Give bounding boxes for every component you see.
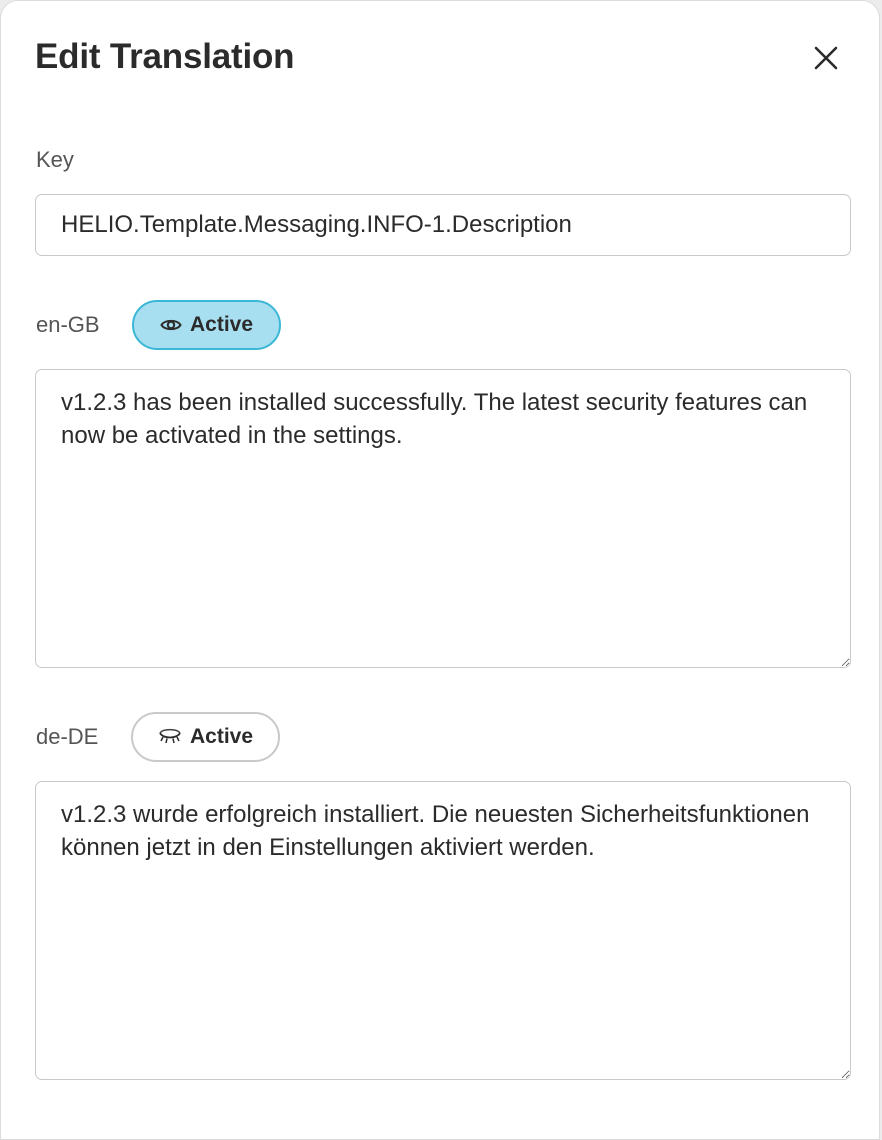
key-input[interactable] [35, 194, 851, 256]
locale-label-de-de: de-DE [36, 724, 99, 749]
dialog-title: Edit Translation [35, 37, 295, 76]
key-label: Key [36, 147, 74, 172]
translation-textarea-en-gb[interactable] [35, 369, 851, 668]
active-toggle-label: Active [189, 313, 254, 336]
close-button[interactable] [805, 37, 847, 79]
active-toggle-label: Active [189, 725, 254, 748]
active-toggle-en-gb[interactable] [132, 300, 281, 350]
eye-closed-icon [158, 728, 182, 746]
close-icon [813, 45, 839, 71]
translation-textarea-de-de[interactable] [35, 781, 851, 1080]
eye-icon [160, 317, 182, 333]
locale-label-en-gb: en-GB [36, 312, 100, 337]
active-toggle-de-de[interactable] [131, 712, 280, 762]
